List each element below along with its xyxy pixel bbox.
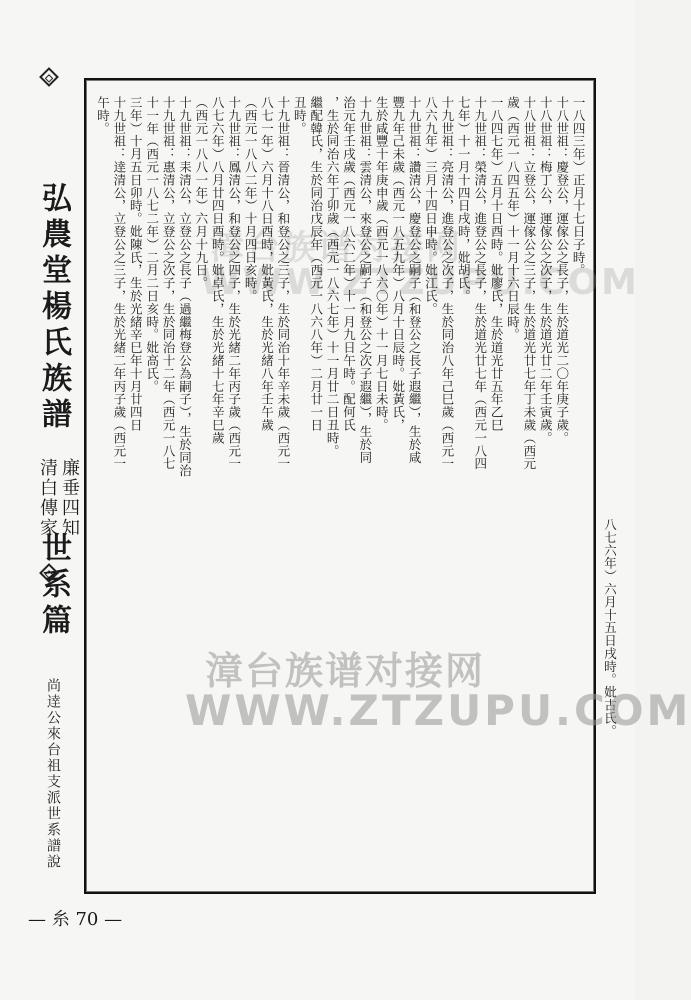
side-title-column [20, 70, 80, 890]
section-title: 世系篇 [36, 532, 71, 640]
text-column: 繼配韓氏，生於同治戊辰年（西元一八六八年）二月廿一日 [308, 96, 324, 432]
text-column: 八七一年）六月十八日酉時，妣黃氏，生於光緒八年壬午歲 [259, 96, 275, 432]
text-column: 十九世祖：雲清公，來登公之嗣子（和登公之次子遐繼），生於同 [357, 96, 373, 464]
text-column: 十九世祖：讚清公，慶登公之嗣子（和登公之長子遐繼），生於咸 [407, 96, 423, 464]
text-column: 十九世祖：耒清公，立登公之長子（過繼梅登公為嗣子），生於同治 [177, 96, 193, 477]
text-column: 十九世祖：逹清公，立登公之三子，生於光緒二年丙子歲（西元一 [111, 96, 127, 471]
text-column: 歲（西元一八四五年）十一月十六日辰時。 [505, 96, 521, 342]
text-column: 十九世祖：惠清公，立登公之次子，生於同治十二年（西元一八七 [161, 96, 177, 471]
text-column: 八六九年）三月十四日申時。妣江氏。 [423, 96, 439, 316]
text-column: 一八四三年）正月十七日子時。 [571, 96, 587, 277]
genealogy-text [94, 96, 588, 886]
text-column: （西元一八八二年）十月四日亥時。 [243, 96, 259, 303]
text-column: 十一年（西元一八七二年）二月二日亥時。妣高氏。 [144, 96, 160, 393]
continuation-text: 八七六年）六月十五日戌時。妣古氏。 [602, 518, 618, 738]
text-column: ，生於同治六年丁卯歲（西元一八六七年）十一月廿二日丑時。 [325, 96, 341, 458]
watermark-text: 漳台族谱对接网 [205, 649, 486, 693]
book-title: 弘農堂楊氏族譜 [36, 182, 71, 434]
motto-line-1: 廉垂四知 [59, 458, 80, 538]
watermark-text-faint: 漳台族谱对接网 [210, 228, 462, 268]
watermark-url: WWW.ZTZUPU.COM [185, 686, 691, 735]
text-column: 十九世祖：榮清公，進登公之長子，生於道光廿七年（西元一八四 [472, 96, 488, 471]
text-column: 生於咸豐十年庚申歲（西元一八六〇年）十一月七日未時。 [374, 96, 390, 432]
text-column: 丑時。 [292, 96, 308, 135]
text-column: 十八世祖：慶登公，運傢公之長子，生於道光二〇年庚子歲。 [554, 96, 570, 445]
text-column: 三年）十月五日卯時。妣陳氏，生於光緒辛巳年十月廿四日 [128, 96, 144, 432]
text-column: 十九世祖：鳳清公，和登公之四子，生於光緒二年丙子歲（西元一 [226, 96, 242, 471]
text-column: 十八世祖：梅丁公，運傢公之次子，生於道光廿二年壬寅歲。 [538, 96, 554, 445]
text-column: 八七六年）八月廿四日酉時。妣卓氏，生於光緒十七年辛巳歲 [210, 96, 226, 445]
motto-line-2: 清白傳家 [37, 458, 58, 538]
text-column: 七年）十一月十四日戌時，妣胡氏。 [456, 96, 472, 303]
text-column: 十九世祖：晉清公，和登公之三子，生於同治十年辛未歲（西元一 [275, 96, 291, 471]
page-number: — 糸 70 — [28, 909, 123, 930]
section-description: 尚逹公來台祖支派世系譜說 [45, 678, 61, 870]
text-column: 豐九年己未歲（西元一八五九年）八月十日辰時。妣黃氏， [390, 96, 406, 432]
diamond-ornament-icon [39, 67, 59, 87]
text-column: 十八世祖：立登公，運傢公之三子，生於道光廿七年丁未歲（西元 [521, 96, 537, 471]
watermark-url-faint: WWW.ZTZUPU.COM [200, 262, 641, 303]
text-column: 午時。 [95, 96, 111, 135]
text-column: 十九世祖：亮清公，進登公之次子，生於同治八年己巳歲（西元一 [439, 96, 455, 471]
text-column: 一八四七年）五月十日酉時。妣廖氏，生於道光廿五年乙巳 [489, 96, 505, 432]
text-column: 治元年壬戌歲（西元一八六二年）十一月九日午時。配何氏 [341, 96, 357, 432]
text-column: （西元一八八一年）六月十九日。 [193, 96, 209, 290]
